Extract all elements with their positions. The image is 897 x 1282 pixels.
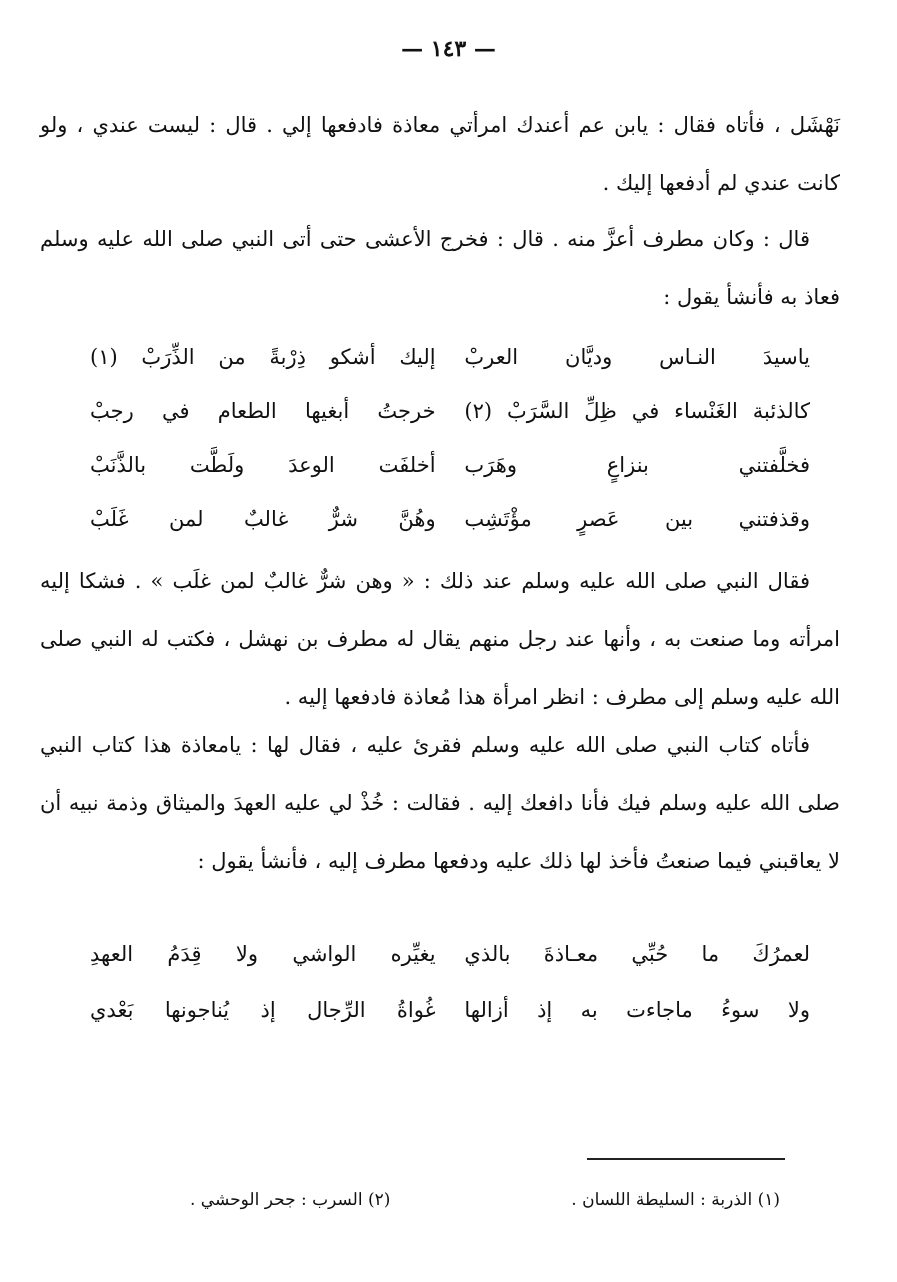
- verse-line: [90, 492, 810, 546]
- footnote-1: (١) الذربة : السليطة اللسان .: [571, 1190, 780, 1210]
- verse-first-hemistich: ولا سوءُ ماجاءت به إذ أزالها: [464, 998, 810, 1022]
- paragraph-2: قال : وكان مطرف أعزَّ منه . قال : فخرج الأعشى حتى أتى النبي صلى الله عليه وسلم فعاذ به فأنشأ يقول :: [40, 227, 840, 309]
- paragraph-3: فقال النبي صلى الله عليه وسلم عند ذلك : « وهن شرٌّ غالبٌ لمن غلَب » . فشكا إليه امرأته وما صنعت به ، وأنها عند رجل منهم يقال له مطرف بن نهشل ، فكتب له النبي صلى الله عليه وسلم إلى مطرف : انظر امرأة هذا مُعاذة فادفعها إليه .: [40, 569, 840, 709]
- footnote-divider: [587, 1158, 785, 1160]
- verse-first-hemistich: ياسيدَ النـاس وديَّان العربْ: [464, 345, 810, 369]
- verse-second-hemistich: وهُنَّ شرٌّ غالبٌ لمن غَلَبْ: [90, 507, 436, 531]
- footnote-2: (٢) السرب : جحر الوحشي .: [190, 1190, 391, 1210]
- paragraph-block-3: [40, 552, 840, 726]
- verse-second-hemistich: إليك أشكو ذِرْبةً من الذِّرَبْ (١): [90, 345, 436, 369]
- verse-line: [90, 330, 810, 384]
- paragraph-1: نَهْشَل ، فأتاه فقال : يابن عم أعندك امرأتي معاذة فادفعها إلي . قال : ليست عندي ، ولو كانت عندي لم أدفعها إليك .: [40, 113, 840, 195]
- paragraph-block-2: [40, 210, 840, 326]
- paragraph-4: فأتاه كتاب النبي صلى الله عليه وسلم فقرئ عليه ، فقال لها : يامعاذة هذا كتاب النبي صلى الله عليه وسلم فيك فأنا دافعك إليه . فقالت : خُذْ لي عليه العهدَ والميثاق وذمة نبيه أن لا يعاقبني فيما صنعتُ فأخذ لها ذلك عليه ودفعها مطرف إليه ، فأنشأ يقول :: [40, 733, 840, 873]
- poem-2: [90, 926, 810, 1038]
- footnotes: [190, 1190, 780, 1210]
- verse-line: [90, 926, 810, 982]
- verse-line: [90, 384, 810, 438]
- verse-first-hemistich: كالذئبة الغَنْساء في ظِلِّ السَّرَبْ (٢): [464, 399, 810, 423]
- page-number: — ١٤٣ —: [401, 36, 496, 62]
- poem-1: [90, 330, 810, 546]
- verse-first-hemistich: لعمرُكَ ما حُبِّي معـاذةَ بالذي: [464, 942, 810, 966]
- verse-second-hemistich: يغيِّره الواشي ولا قِدَمُ العهدِ: [90, 942, 436, 966]
- verse-second-hemistich: خرجتُ أبغيها الطعام في رجبْ: [90, 399, 436, 423]
- verse-second-hemistich: غُواةُ الرِّجال إذ يُناجونها بَعْدي: [90, 998, 436, 1022]
- verse-first-hemistich: فخلَّفتني بنزاعٍ وهَرَب: [464, 453, 810, 477]
- paragraph-block-1: [40, 96, 840, 212]
- verse-second-hemistich: أخلفَت الوعدَ ولَطَّت بالذَّنَبْ: [90, 453, 436, 477]
- verse-line: [90, 982, 810, 1038]
- verse-first-hemistich: وقذفتني بين عَصرٍ مؤْتَشِب: [464, 507, 810, 531]
- verse-line: [90, 438, 810, 492]
- paragraph-block-4: [40, 716, 840, 890]
